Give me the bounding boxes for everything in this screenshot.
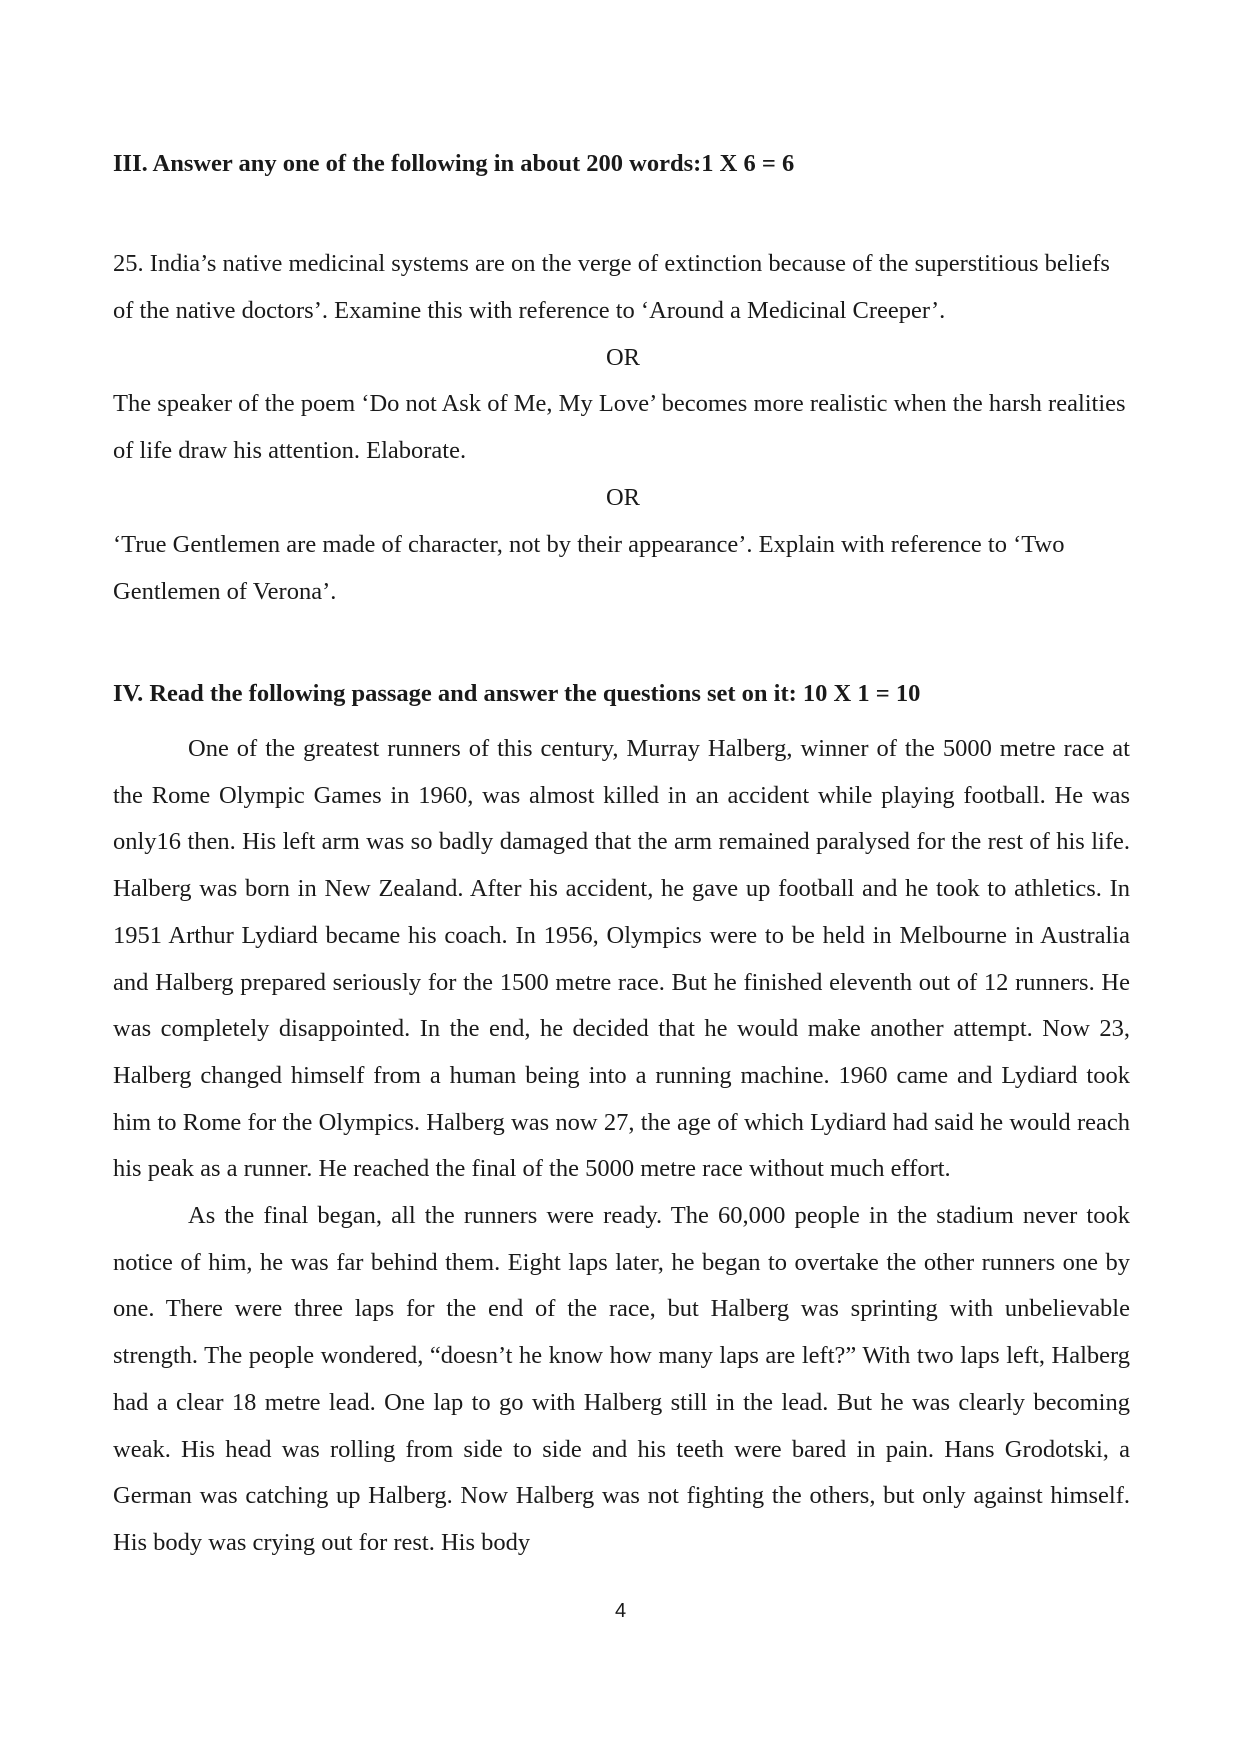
comprehension-passage (113, 726, 1130, 1567)
page-number: 4 (614, 1600, 627, 1622)
passage-paragraph-2: As the final began, all the runners were ready. The 60,000 people in the stadium never took notice of him, he was far behind them. Eight laps later, he began to overtake the other runners one by one. There were three laps for the end of the race, but Halberg was sprinting with unbelievable strength. The people wondered, “doesn’t he know how many laps are left?” With two laps left, Halberg had a clear 18 metre lead. One lap to go with Halberg still in the lead. But he was clearly becoming weak. His head was rolling from side to side and his teeth were bared in pain. Hans Grodotski, a German was catching up Halberg. Now Halberg was not fighting the others, but only against himself. His body was crying out for rest. His body (113, 1202, 1130, 1556)
section-3-heading: III. Answer any one of the following in about 200 words:1 X 6 = 6 (113, 150, 795, 177)
question-25-option-2: The speaker of the poem ‘Do not Ask of Me, My Love’ becomes more realistic when the harsh realities of life draw his attention. Elaborate. (113, 390, 1126, 465)
question-25-option-1: 25. India’s native medicinal systems are on the verge of extinction because of the superstitious beliefs of the native doctors’. Examine this with reference to ‘Around a Medicinal Creeper’. (113, 250, 1110, 324)
section-4-heading: IV. Read the following passage and answer the questions set on it: 10 X 1 = 10 (113, 680, 921, 707)
question-25 (113, 241, 1133, 615)
or-separator-1: OR (605, 343, 641, 371)
passage-paragraph-1: One of the greatest runners of this century, Murray Halberg, winner of the 5000 metre race at the Rome Olympic Games in 1960, was almost killed in an accident while playing football. He was only16 then. His left arm was so badly damaged that the arm remained paralysed for the rest of his life. Halberg was born in New Zealand. After his accident, he gave up football and he took to athletics. In 1951 Arthur Lydiard became his coach. In 1956, Olympics were to be held in Melbourne in Australia and Halberg prepared seriously for the 1500 metre race. But he finished eleventh out of 12 runners. He was completely disappointed. In the end, he decided that he would make another attempt. Now 23, Halberg changed himself from a human being into a running machine. 1960 came and Lydiard took him to Rome for the Olympics. Halberg was now 27, the age of which Lydiard had said he would reach his peak as a runner. He reached the final of the 5000 metre race without much effort. (113, 735, 1130, 1183)
or-separator-2: OR (605, 483, 641, 511)
question-25-option-3: ‘True Gentlemen are made of character, not by their appearance’. Explain with reference to ‘Two Gentlemen of Verona’. (113, 530, 1065, 605)
